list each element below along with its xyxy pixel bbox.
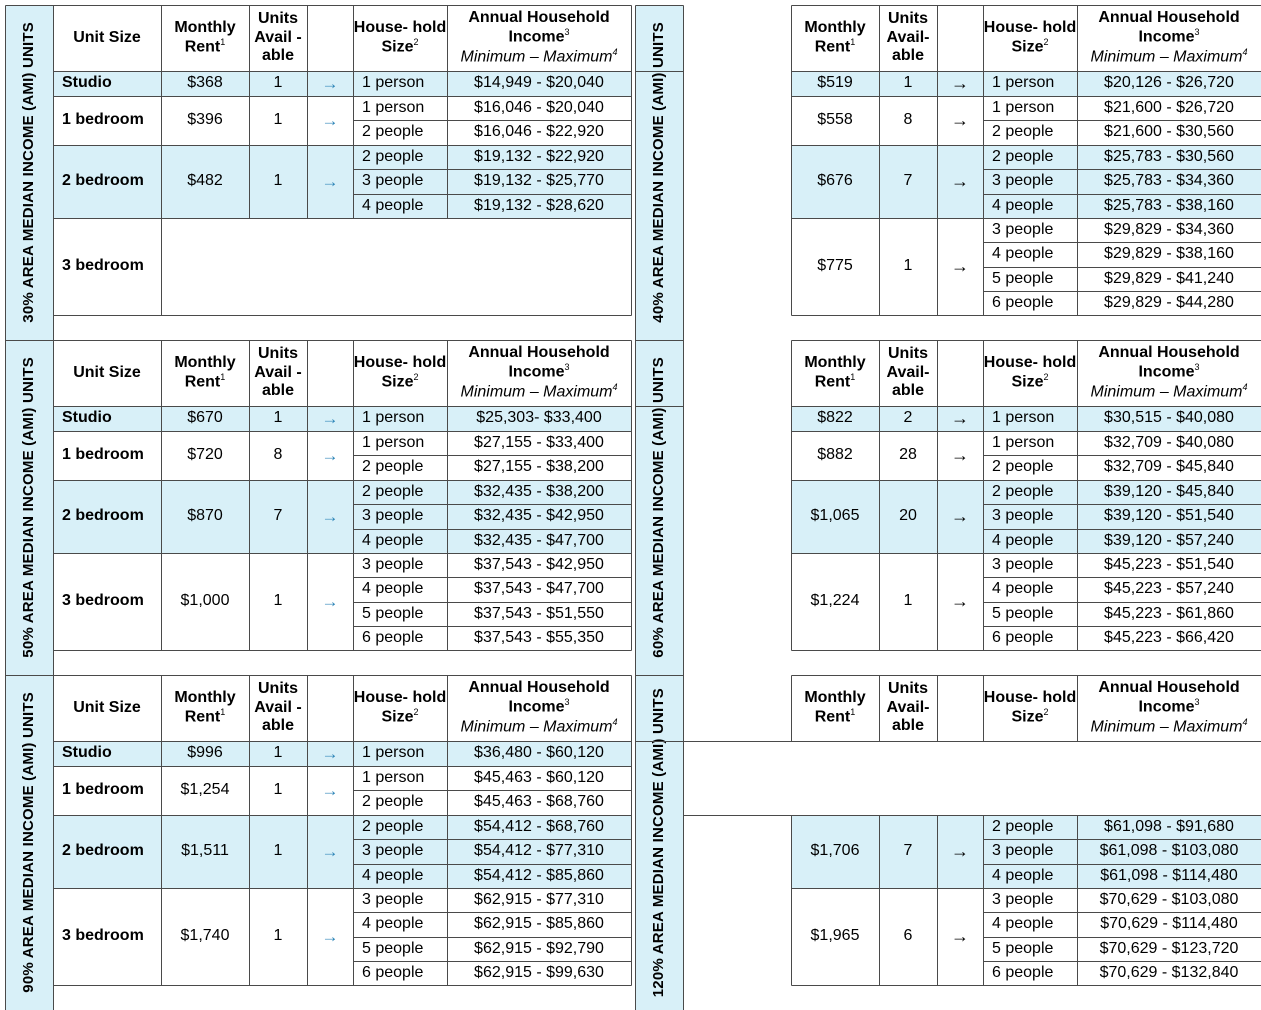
arrow-icon: → bbox=[951, 110, 969, 131]
household-size-value: 1 person bbox=[983, 406, 1077, 431]
household-size-value: 4 people bbox=[353, 194, 447, 218]
household-size-value: 3 people bbox=[353, 169, 447, 194]
arrow-icon: → bbox=[951, 591, 969, 612]
income-range-value: $39,120 - $51,540 bbox=[1077, 504, 1261, 529]
header-min-max-line: Minimum – Maximum$^4$ bbox=[1090, 47, 1248, 66]
monthly-rent-value: $870 bbox=[161, 480, 249, 553]
header-monthly-rent bbox=[161, 5, 249, 71]
income-range-value: $70,629 - $132,840 bbox=[1099, 963, 1239, 981]
household-size-value: 3 people bbox=[992, 890, 1054, 908]
units-available-value: 1 bbox=[249, 741, 307, 766]
header-units-available: Units Avail- able bbox=[886, 10, 930, 65]
header-household-line: House- hold Size$^2$ bbox=[983, 353, 1077, 391]
monthly-rent-value: $482 bbox=[161, 145, 249, 218]
header-arrow-blank bbox=[937, 5, 983, 71]
income-range-value: $16,046 - $20,040 bbox=[474, 98, 604, 116]
income-range-value: $62,915 - $99,630 bbox=[474, 963, 604, 981]
header-rent-line: Monthly Rent$^1$ bbox=[174, 688, 236, 726]
blue-arrow-icon: → bbox=[321, 445, 339, 465]
income-range-value: $37,543 - $55,350 bbox=[474, 628, 604, 646]
header-arrow-blank bbox=[307, 675, 353, 741]
blue-arrow-icon: → bbox=[321, 926, 339, 946]
household-size-value: 6 people bbox=[992, 963, 1054, 981]
footnote-marker: 3 bbox=[564, 697, 570, 708]
monthly-rent-value: $775 bbox=[817, 257, 853, 275]
blue-arrow-icon: → bbox=[307, 741, 353, 766]
header-household-size bbox=[983, 675, 1077, 741]
units-available-value: 1 bbox=[273, 111, 283, 129]
income-range-value: $25,783 - $30,560 bbox=[1077, 145, 1261, 169]
units-available-value: 28 bbox=[899, 446, 917, 464]
header-monthly-rent bbox=[161, 675, 249, 741]
household-size-value: 5 people bbox=[992, 939, 1054, 957]
income-range-value: $19,132 - $25,770 bbox=[447, 169, 631, 194]
monthly-rent-value: $1,254 bbox=[180, 781, 230, 799]
household-size-value: 5 people bbox=[362, 604, 424, 622]
household-size-value: 4 people bbox=[353, 864, 447, 888]
footnote-marker: 1 bbox=[850, 372, 856, 383]
income-range-value: $45,463 - $68,760 bbox=[474, 793, 604, 811]
blue-arrow-icon: → bbox=[307, 145, 353, 218]
footnote-marker: 3 bbox=[564, 27, 570, 38]
header-monthly-rent bbox=[161, 340, 249, 406]
header-household-size bbox=[983, 340, 1077, 406]
household-size-value: 1 person bbox=[362, 433, 425, 451]
household-size-value: 1 person bbox=[983, 71, 1077, 96]
footnote-marker: 1 bbox=[220, 707, 226, 718]
income-range-value: $27,155 - $38,200 bbox=[474, 458, 604, 476]
units-available-value: 1 bbox=[273, 781, 283, 799]
household-size-value: 2 people bbox=[362, 793, 424, 811]
income-range-value: $70,629 - $103,080 bbox=[1099, 890, 1239, 908]
header-annual-income bbox=[1077, 340, 1261, 406]
unit-size-label: 2 bedroom bbox=[53, 480, 161, 553]
header-household-size bbox=[983, 5, 1077, 71]
footnote-marker: 4 bbox=[612, 382, 618, 393]
header-units-available: Units Avail -able bbox=[254, 345, 302, 400]
header-household-line: House- hold Size$^2$ bbox=[353, 688, 447, 726]
header-household-line: House- hold Size$^2$ bbox=[353, 353, 447, 391]
unit-size-label: 2 bedroom bbox=[53, 145, 161, 218]
header-income-line: Annual Household Income$^3$ bbox=[1098, 344, 1240, 381]
footnote-marker: 2 bbox=[1043, 37, 1049, 48]
household-size-value: 3 people bbox=[983, 504, 1077, 529]
header-units-available: Units Avail -able bbox=[254, 680, 302, 735]
arrow-icon: → bbox=[951, 256, 969, 277]
header-units-available: Units Avail- able bbox=[886, 345, 930, 400]
household-size-value: 2 people bbox=[353, 145, 447, 169]
units-available-value: 1 bbox=[249, 815, 307, 888]
household-size-value: 2 people bbox=[362, 458, 424, 476]
household-size-value: 4 people bbox=[983, 194, 1077, 218]
income-range-value: $61,098 - $114,480 bbox=[1077, 864, 1261, 888]
unit-size-label: 3 bedroom bbox=[62, 592, 144, 610]
units-available-value: 6 bbox=[903, 927, 913, 945]
household-size-value: 4 people bbox=[362, 580, 424, 598]
income-range-value: $54,412 - $77,310 bbox=[447, 839, 631, 864]
header-annual-income bbox=[447, 340, 631, 406]
income-range-value: $62,915 - $92,790 bbox=[474, 939, 604, 957]
household-size-value: 3 people bbox=[353, 839, 447, 864]
household-size-value: 2 people bbox=[983, 480, 1077, 504]
header-annual-income bbox=[447, 675, 631, 741]
household-size-value: 4 people bbox=[992, 245, 1054, 263]
income-range-value: $62,915 - $85,860 bbox=[474, 915, 604, 933]
header-monthly-rent bbox=[791, 340, 879, 406]
empty-block bbox=[683, 741, 1261, 815]
header-annual-income bbox=[1077, 5, 1261, 71]
units-available-value: 20 bbox=[879, 480, 937, 553]
footnote-marker: 1 bbox=[220, 372, 226, 383]
blue-arrow-icon: → bbox=[307, 480, 353, 553]
household-size-value: 4 people bbox=[983, 529, 1077, 553]
header-income-line: Annual Household Income$^3$ bbox=[1098, 9, 1240, 46]
header-rent-line: Monthly Rent$^1$ bbox=[174, 353, 236, 391]
arrow-icon: → bbox=[937, 480, 983, 553]
monthly-rent-value: $670 bbox=[161, 406, 249, 431]
header-annual-income bbox=[447, 5, 631, 71]
footnote-marker: 3 bbox=[1194, 697, 1200, 708]
household-size-value: 1 person bbox=[992, 98, 1055, 116]
monthly-rent-value: $368 bbox=[161, 71, 249, 96]
unit-size-label: 1 bedroom bbox=[62, 446, 144, 464]
blue-arrow-icon: → bbox=[321, 780, 339, 800]
monthly-rent-value: $1,224 bbox=[810, 592, 860, 610]
empty-block bbox=[161, 218, 631, 315]
ami-band-label: 60% AREA MEDIAN INCOME (AMI) UNITS bbox=[635, 340, 683, 675]
unit-size-label: Studio bbox=[53, 71, 161, 96]
header-unit-size: Unit Size bbox=[73, 363, 141, 381]
header-monthly-rent bbox=[791, 675, 879, 741]
income-range-value: $27,155 - $33,400 bbox=[474, 433, 604, 451]
income-range-value: $70,629 - $123,720 bbox=[1099, 939, 1239, 957]
units-available-value: 7 bbox=[249, 480, 307, 553]
household-size-value: 2 people bbox=[983, 145, 1077, 169]
income-range-value: $61,098 - $103,080 bbox=[1077, 839, 1261, 864]
household-size-value: 4 people bbox=[362, 915, 424, 933]
monthly-rent-value: $558 bbox=[817, 111, 853, 129]
header-monthly-rent bbox=[791, 5, 879, 71]
header-income-line: Annual Household Income$^3$ bbox=[1098, 679, 1240, 716]
header-min-max-line: Minimum – Maximum$^4$ bbox=[460, 717, 618, 736]
household-size-value: 4 people bbox=[353, 529, 447, 553]
income-range-value: $45,223 - $66,420 bbox=[1104, 628, 1234, 646]
header-rent-line: Monthly Rent$^1$ bbox=[804, 688, 866, 726]
income-range-value: $29,829 - $38,160 bbox=[1104, 245, 1234, 263]
header-units-available: Units Avail- able bbox=[886, 680, 930, 735]
header-unit-size: Unit Size bbox=[73, 698, 141, 716]
header-income-line: Annual Household Income$^3$ bbox=[468, 9, 610, 46]
household-size-value: 3 people bbox=[983, 839, 1077, 864]
household-size-value: 6 people bbox=[992, 628, 1054, 646]
monthly-rent-value: $996 bbox=[161, 741, 249, 766]
income-range-value: $29,829 - $41,240 bbox=[1104, 269, 1234, 287]
income-range-value: $29,829 - $44,280 bbox=[1104, 293, 1234, 311]
household-size-value: 2 people bbox=[353, 480, 447, 504]
household-size-value: 3 people bbox=[992, 555, 1054, 573]
income-range-value: $39,120 - $45,840 bbox=[1077, 480, 1261, 504]
income-range-value: $32,709 - $45,840 bbox=[1104, 458, 1234, 476]
monthly-rent-value: $1,740 bbox=[180, 927, 230, 945]
header-arrow-blank bbox=[307, 340, 353, 406]
blue-arrow-icon: → bbox=[321, 591, 339, 611]
monthly-rent-value: $1,000 bbox=[180, 592, 230, 610]
household-size-value: 6 people bbox=[362, 963, 424, 981]
household-size-value: 3 people bbox=[362, 890, 424, 908]
income-range-value: $29,829 - $34,360 bbox=[1104, 220, 1234, 238]
household-size-value: 1 person bbox=[353, 406, 447, 431]
household-size-value: 5 people bbox=[362, 939, 424, 957]
header-arrow-blank bbox=[937, 340, 983, 406]
units-available-value: 1 bbox=[273, 927, 283, 945]
units-available-value: 7 bbox=[879, 815, 937, 888]
income-range-value: $70,629 - $114,480 bbox=[1100, 915, 1238, 933]
monthly-rent-value: $1,965 bbox=[810, 927, 860, 945]
household-size-value: 6 people bbox=[362, 628, 424, 646]
household-size-value: 5 people bbox=[992, 269, 1054, 287]
units-available-value: 1 bbox=[879, 71, 937, 96]
arrow-icon: → bbox=[937, 815, 983, 888]
footnote-marker: 4 bbox=[1242, 382, 1248, 393]
header-min-max-line: Minimum – Maximum$^4$ bbox=[460, 47, 618, 66]
income-range-value: $32,435 - $42,950 bbox=[447, 504, 631, 529]
income-range-value: $37,543 - $47,700 bbox=[474, 580, 604, 598]
header-arrow-blank bbox=[307, 5, 353, 71]
household-size-value: 4 people bbox=[992, 915, 1054, 933]
footnote-marker: 1 bbox=[850, 37, 856, 48]
income-range-value: $37,543 - $42,950 bbox=[474, 555, 604, 573]
header-arrow-blank bbox=[937, 675, 983, 741]
income-range-value: $21,600 - $30,560 bbox=[1104, 123, 1234, 141]
income-range-value: $36,480 - $60,120 bbox=[447, 741, 631, 766]
household-size-value: 4 people bbox=[983, 864, 1077, 888]
household-size-value: 1 person bbox=[992, 433, 1055, 451]
units-available-value: 1 bbox=[249, 71, 307, 96]
household-size-value: 1 person bbox=[353, 71, 447, 96]
income-range-value: $14,949 - $20,040 bbox=[447, 71, 631, 96]
income-range-value: $37,543 - $51,550 bbox=[474, 604, 604, 622]
income-range-value: $19,132 - $22,920 bbox=[447, 145, 631, 169]
ami-band-label: 30% AREA MEDIAN INCOME (AMI) UNITS bbox=[5, 5, 53, 340]
income-range-value: $61,098 - $91,680 bbox=[1077, 815, 1261, 839]
unit-size-label: 3 bedroom bbox=[62, 927, 144, 945]
monthly-rent-value: $396 bbox=[187, 111, 223, 129]
monthly-rent-value: $1,511 bbox=[161, 815, 249, 888]
income-range-value: $20,126 - $26,720 bbox=[1077, 71, 1261, 96]
header-min-max-line: Minimum – Maximum$^4$ bbox=[460, 382, 618, 401]
income-range-value: $30,515 - $40,080 bbox=[1077, 406, 1261, 431]
blue-arrow-icon: → bbox=[307, 815, 353, 888]
income-range-value: $21,600 - $26,720 bbox=[1104, 98, 1234, 116]
household-size-value: 2 people bbox=[992, 458, 1054, 476]
footnote-marker: 2 bbox=[413, 707, 419, 718]
header-annual-income bbox=[1077, 675, 1261, 741]
income-range-value: $45,223 - $61,860 bbox=[1104, 604, 1234, 622]
ami-band-label: 120% AREA MEDIAN INCOME (AMI) UNITS bbox=[635, 675, 683, 1010]
arrow-icon: → bbox=[937, 71, 983, 96]
household-size-value: 3 people bbox=[992, 220, 1054, 238]
ami-band-label: 90% AREA MEDIAN INCOME (AMI) UNITS bbox=[5, 675, 53, 1010]
household-size-value: 3 people bbox=[983, 169, 1077, 194]
household-size-value: 1 person bbox=[362, 98, 425, 116]
footnote-marker: 3 bbox=[564, 362, 570, 373]
header-income-line: Annual Household Income$^3$ bbox=[468, 344, 610, 381]
income-range-value: $25,783 - $34,360 bbox=[1077, 169, 1261, 194]
footnote-marker: 4 bbox=[612, 717, 618, 728]
household-size-value: 1 person bbox=[362, 768, 425, 786]
household-size-value: 2 people bbox=[362, 123, 424, 141]
blue-arrow-icon: → bbox=[307, 71, 353, 96]
units-available-value: 8 bbox=[903, 111, 913, 129]
income-range-value: $25,783 - $38,160 bbox=[1077, 194, 1261, 218]
income-range-value: $39,120 - $57,240 bbox=[1077, 529, 1261, 553]
footnote-marker: 4 bbox=[1242, 717, 1248, 728]
footnote-marker: 4 bbox=[612, 47, 618, 58]
header-unit-size: Unit Size bbox=[73, 28, 141, 46]
footnote-marker: 2 bbox=[413, 37, 419, 48]
units-available-value: 1 bbox=[903, 592, 913, 610]
header-rent-line: Monthly Rent$^1$ bbox=[804, 18, 866, 56]
monthly-rent-value: $720 bbox=[187, 446, 223, 464]
arrow-icon: → bbox=[937, 406, 983, 431]
units-available-value: 1 bbox=[273, 592, 283, 610]
units-available-value: 7 bbox=[879, 145, 937, 218]
ami-band-label: 50% AREA MEDIAN INCOME (AMI) UNITS bbox=[5, 340, 53, 675]
footnote-marker: 1 bbox=[220, 37, 226, 48]
household-size-value: 3 people bbox=[353, 504, 447, 529]
household-size-value: 6 people bbox=[992, 293, 1054, 311]
income-range-value: $62,915 - $77,310 bbox=[474, 890, 604, 908]
unit-size-label: 3 bedroom bbox=[62, 257, 144, 275]
household-size-value: 1 person bbox=[353, 741, 447, 766]
units-available-value: 8 bbox=[273, 446, 283, 464]
unit-size-label: Studio bbox=[53, 741, 161, 766]
income-range-value: $32,435 - $47,700 bbox=[447, 529, 631, 553]
household-size-value: 2 people bbox=[983, 815, 1077, 839]
ami-band-label: 40% AREA MEDIAN INCOME (AMI) UNITS bbox=[635, 5, 683, 340]
income-range-value: $45,223 - $57,240 bbox=[1104, 580, 1234, 598]
monthly-rent-value: $1,065 bbox=[791, 480, 879, 553]
income-range-value: $54,412 - $85,860 bbox=[447, 864, 631, 888]
income-range-value: $45,463 - $60,120 bbox=[474, 768, 604, 786]
header-household-size bbox=[353, 5, 447, 71]
blue-arrow-icon: → bbox=[307, 406, 353, 431]
household-size-value: 2 people bbox=[992, 123, 1054, 141]
unit-size-label: 2 bedroom bbox=[53, 815, 161, 888]
household-size-value: 5 people bbox=[992, 604, 1054, 622]
header-household-size bbox=[353, 675, 447, 741]
monthly-rent-value: $822 bbox=[791, 406, 879, 431]
footnote-marker: 3 bbox=[1194, 27, 1200, 38]
units-available-value: 1 bbox=[249, 145, 307, 218]
income-range-value: $25,303- $33,400 bbox=[447, 406, 631, 431]
arrow-icon: → bbox=[951, 445, 969, 466]
household-size-value: 2 people bbox=[353, 815, 447, 839]
unit-size-label: 1 bedroom bbox=[62, 781, 144, 799]
header-household-line: House- hold Size$^2$ bbox=[983, 688, 1077, 726]
unit-size-label: Studio bbox=[53, 406, 161, 431]
monthly-rent-value: $519 bbox=[791, 71, 879, 96]
unit-size-label: 1 bedroom bbox=[62, 111, 144, 129]
footnote-marker: 2 bbox=[413, 372, 419, 383]
header-units-available: Units Avail -able bbox=[254, 10, 302, 65]
household-size-value: 4 people bbox=[992, 580, 1054, 598]
income-range-value: $32,435 - $38,200 bbox=[447, 480, 631, 504]
footnote-marker: 1 bbox=[850, 707, 856, 718]
header-income-line: Annual Household Income$^3$ bbox=[468, 679, 610, 716]
header-rent-line: Monthly Rent$^1$ bbox=[174, 18, 236, 56]
header-min-max-line: Minimum – Maximum$^4$ bbox=[1090, 717, 1248, 736]
header-household-line: House- hold Size$^2$ bbox=[353, 18, 447, 56]
blue-arrow-icon: → bbox=[321, 110, 339, 130]
footnote-marker: 3 bbox=[1194, 362, 1200, 373]
units-available-value: 2 bbox=[879, 406, 937, 431]
income-range-value: $45,223 - $51,540 bbox=[1104, 555, 1234, 573]
income-range-value: $16,046 - $22,920 bbox=[474, 123, 604, 141]
income-range-value: $19,132 - $28,620 bbox=[447, 194, 631, 218]
footnote-marker: 4 bbox=[1242, 47, 1248, 58]
footnote-marker: 2 bbox=[1043, 372, 1049, 383]
income-range-value: $54,412 - $68,760 bbox=[447, 815, 631, 839]
monthly-rent-value: $1,706 bbox=[791, 815, 879, 888]
units-available-value: 1 bbox=[249, 406, 307, 431]
header-household-size bbox=[353, 340, 447, 406]
monthly-rent-value: $676 bbox=[791, 145, 879, 218]
units-available-value: 1 bbox=[903, 257, 913, 275]
header-min-max-line: Minimum – Maximum$^4$ bbox=[1090, 382, 1248, 401]
header-rent-line: Monthly Rent$^1$ bbox=[804, 353, 866, 391]
household-size-value: 3 people bbox=[362, 555, 424, 573]
header-household-line: House- hold Size$^2$ bbox=[983, 18, 1077, 56]
footnote-marker: 2 bbox=[1043, 707, 1049, 718]
income-range-value: $32,709 - $40,080 bbox=[1104, 433, 1234, 451]
monthly-rent-value: $882 bbox=[817, 446, 853, 464]
arrow-icon: → bbox=[951, 926, 969, 947]
arrow-icon: → bbox=[937, 145, 983, 218]
